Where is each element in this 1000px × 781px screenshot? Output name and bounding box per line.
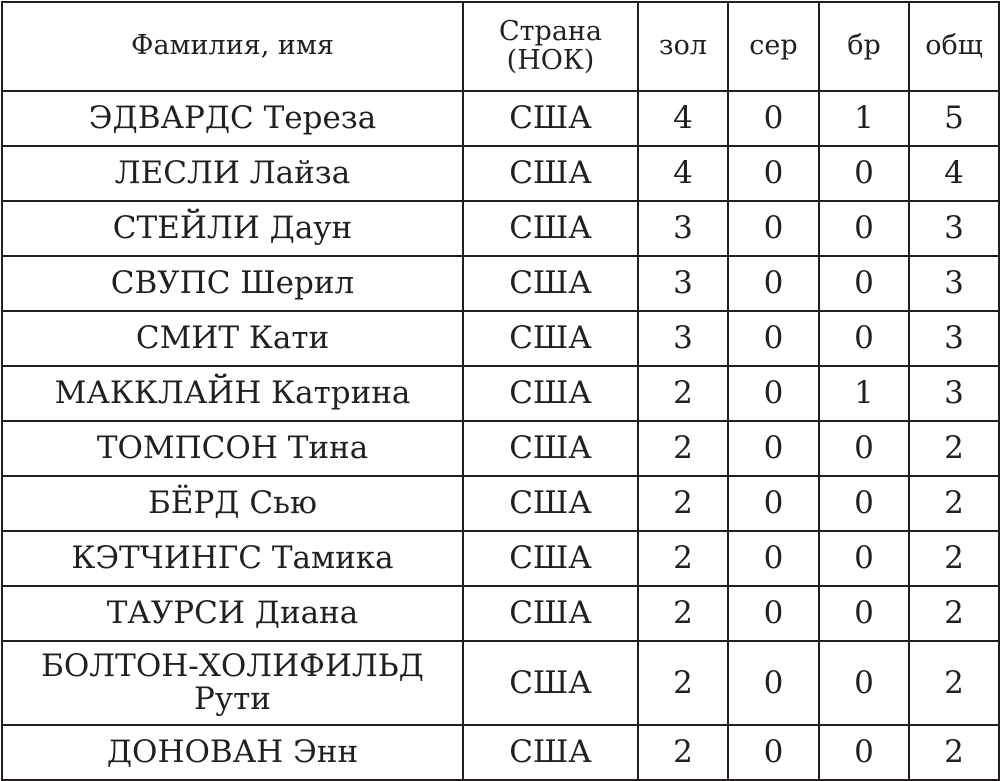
athlete-name: КЭТЧИНГС Тамика	[71, 540, 394, 577]
table-row	[2, 201, 999, 256]
athlete-name-cell	[2, 201, 463, 256]
athlete-name-cell	[2, 641, 463, 725]
country-cell: США	[463, 91, 638, 146]
total-cell: 2	[909, 476, 999, 531]
athlete-name-cell	[2, 421, 463, 476]
bronze-cell: 0	[819, 201, 909, 256]
silver-cell: 0	[728, 476, 819, 531]
bronze-cell: 0	[819, 476, 909, 531]
gold-cell: 2	[638, 531, 728, 586]
silver-cell: 0	[728, 201, 819, 256]
athlete-name: ЛЕСЛИ Лайза	[114, 155, 351, 192]
header-bronze: бр	[819, 2, 909, 91]
header-silver: сер	[728, 2, 819, 91]
header-name: Фамилия, имя	[2, 2, 463, 91]
header-country-line1: Страна	[498, 16, 603, 48]
total-cell: 3	[909, 311, 999, 366]
athlete-name-cell	[2, 311, 463, 366]
bronze-cell: 0	[819, 421, 909, 476]
table-row	[2, 91, 999, 146]
gold-cell: 4	[638, 146, 728, 201]
athlete-name-cell	[2, 725, 463, 780]
table-row	[2, 641, 999, 725]
athlete-name-cell	[2, 586, 463, 641]
table-row	[2, 476, 999, 531]
table-row	[2, 725, 999, 780]
silver-cell: 0	[728, 725, 819, 780]
bronze-cell: 0	[819, 641, 909, 725]
gold-cell: 2	[638, 421, 728, 476]
table-row	[2, 586, 999, 641]
athlete-name: БОЛТОН-ХОЛИФИЛЬД	[41, 648, 424, 685]
total-cell: 2	[909, 586, 999, 641]
silver-cell: 0	[728, 586, 819, 641]
country-cell: США	[463, 531, 638, 586]
bronze-cell: 1	[819, 91, 909, 146]
table-row	[2, 146, 999, 201]
silver-cell: 0	[728, 311, 819, 366]
table-row	[2, 531, 999, 586]
athlete-name-cell	[2, 476, 463, 531]
athlete-name: ЭДВАРДС Тереза	[88, 100, 377, 137]
athlete-name: СМИТ Кати	[135, 320, 330, 357]
total-cell: 3	[909, 256, 999, 311]
total-cell: 2	[909, 531, 999, 586]
country-cell: США	[463, 256, 638, 311]
gold-cell: 3	[638, 201, 728, 256]
country-cell: США	[463, 586, 638, 641]
medal-table	[1, 1, 1000, 781]
bronze-cell: 1	[819, 366, 909, 421]
athlete-name: ТАУРСИ Диана	[106, 595, 359, 632]
country-cell: США	[463, 201, 638, 256]
header-country-line2: (НОК)	[506, 44, 595, 76]
total-cell: 5	[909, 91, 999, 146]
country-cell: США	[463, 725, 638, 780]
country-cell: США	[463, 476, 638, 531]
bronze-cell: 0	[819, 146, 909, 201]
silver-cell: 0	[728, 146, 819, 201]
total-cell: 4	[909, 146, 999, 201]
total-cell: 2	[909, 641, 999, 725]
athlete-name-cell	[2, 146, 463, 201]
table-row	[2, 311, 999, 366]
gold-cell: 2	[638, 641, 728, 725]
bronze-cell: 0	[819, 531, 909, 586]
gold-cell: 4	[638, 91, 728, 146]
athlete-name: МАККЛАЙН Катрина	[54, 375, 411, 412]
athlete-name: СТЕЙЛИ Даун	[112, 210, 353, 247]
gold-cell: 2	[638, 476, 728, 531]
gold-cell: 2	[638, 586, 728, 641]
athlete-name-cell	[2, 91, 463, 146]
country-cell: США	[463, 146, 638, 201]
bronze-cell: 0	[819, 256, 909, 311]
country-cell: США	[463, 366, 638, 421]
country-cell: США	[463, 641, 638, 725]
bronze-cell: 0	[819, 725, 909, 780]
header-total: общ	[909, 2, 999, 91]
total-cell: 3	[909, 201, 999, 256]
total-cell: 3	[909, 366, 999, 421]
header-gold: зол	[638, 2, 728, 91]
gold-cell: 2	[638, 366, 728, 421]
total-cell: 2	[909, 725, 999, 780]
country-cell: США	[463, 311, 638, 366]
silver-cell: 0	[728, 421, 819, 476]
silver-cell: 0	[728, 91, 819, 146]
athlete-name-line2: Рути	[194, 681, 271, 717]
header-row	[2, 2, 999, 91]
gold-cell: 3	[638, 311, 728, 366]
country-cell: США	[463, 421, 638, 476]
silver-cell: 0	[728, 531, 819, 586]
table-row	[2, 256, 999, 311]
athlete-name-cell	[2, 256, 463, 311]
bronze-cell: 0	[819, 586, 909, 641]
bronze-cell: 0	[819, 311, 909, 366]
athlete-name: БЁРД Сью	[148, 485, 317, 522]
table-row	[2, 421, 999, 476]
gold-cell: 3	[638, 256, 728, 311]
header-country	[463, 2, 638, 91]
athlete-name: ДОНОВАН Энн	[106, 734, 359, 771]
athlete-name: ТОМПСОН Тина	[96, 430, 369, 467]
silver-cell: 0	[728, 641, 819, 725]
total-cell: 2	[909, 421, 999, 476]
athlete-name-cell	[2, 531, 463, 586]
table-row	[2, 366, 999, 421]
silver-cell: 0	[728, 366, 819, 421]
silver-cell: 0	[728, 256, 819, 311]
athlete-name-cell	[2, 366, 463, 421]
athlete-name: СВУПС Шерил	[110, 265, 355, 302]
gold-cell: 2	[638, 725, 728, 780]
